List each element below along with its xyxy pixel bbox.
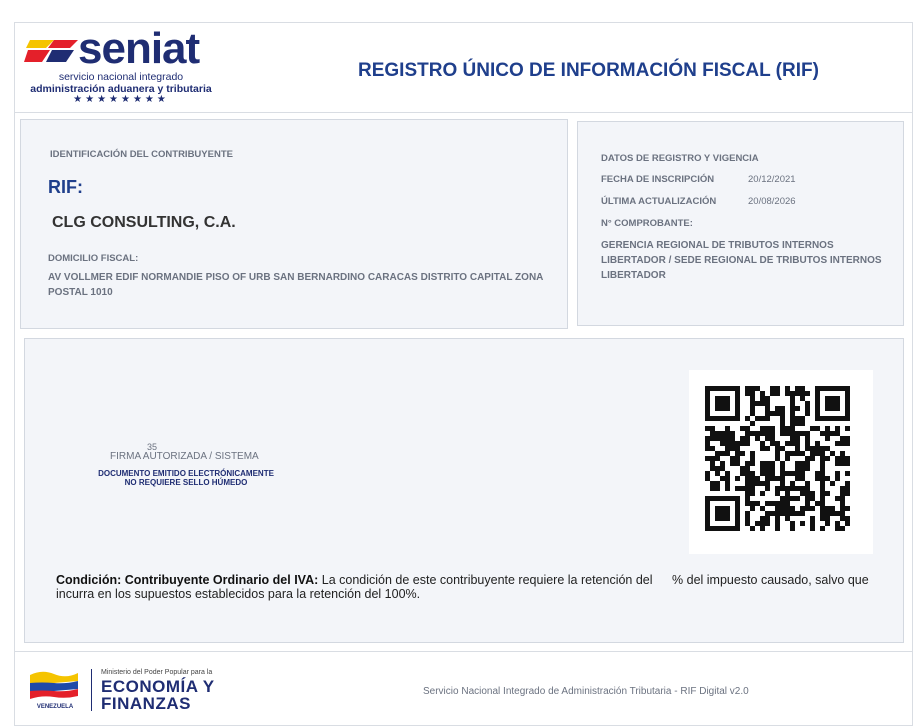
qr-code bbox=[689, 370, 873, 554]
electronic-document-note bbox=[94, 469, 278, 487]
update-date-label: ÚLTIMA ACTUALIZACIÓN bbox=[601, 196, 717, 207]
logo-subtitle-2: administración aduanera y tributaria bbox=[30, 83, 212, 95]
ministry-small-text: Ministerio del Poder Popular para la bbox=[101, 669, 213, 676]
signature-label: FIRMA AUTORIZADA / SISTEMA bbox=[110, 451, 259, 462]
update-date: 20/08/2026 bbox=[748, 196, 796, 207]
logo-wordmark: seniat bbox=[78, 24, 200, 73]
ministry-name-line-1: ECONOMÍA Y bbox=[101, 677, 215, 696]
condition-title: Condición: Contribuyente Ordinario del IVA: bbox=[56, 573, 319, 587]
condition-text-1: La condición de este contribuyente requiere la retención del bbox=[321, 573, 653, 587]
registration-section-label: DATOS DE REGISTRO Y VIGENCIA bbox=[601, 153, 759, 164]
seniat-logo bbox=[18, 24, 228, 108]
taxpayer-name: CLG CONSULTING, C.A. bbox=[52, 214, 236, 231]
footer-divider bbox=[14, 651, 913, 652]
ministry-divider bbox=[91, 669, 92, 711]
registration-panel bbox=[577, 121, 904, 326]
ministry-name-line-2: FINANZAS bbox=[101, 694, 191, 713]
taxpayer-panel bbox=[20, 119, 568, 329]
note-line-2: NO REQUIERE SELLO HÚMEDO bbox=[124, 478, 248, 487]
flag-caption: VENEZUELA bbox=[36, 704, 74, 710]
footer-system-text: Servicio Nacional Integrado de Administración Tributaria - RIF Digital v2.0 bbox=[423, 686, 749, 697]
document-header bbox=[14, 22, 913, 113]
qr-code-image bbox=[689, 370, 873, 554]
venezuela-flag-icon bbox=[30, 669, 78, 699]
note-line-1: DOCUMENTO EMITIDO ELECTRÓNICAMENTE bbox=[98, 469, 274, 478]
tax-condition bbox=[56, 573, 886, 601]
signature-number: 35 bbox=[147, 442, 158, 452]
receipt-number-label: N° COMPROBANTE: bbox=[601, 218, 693, 229]
document-title: REGISTRO ÚNICO DE INFORMACIÓN FISCAL (RIF) bbox=[358, 60, 819, 81]
fiscal-address: AV VOLLMER EDIF NORMANDIE PISO OF URB SAN BERNARDINO CARACAS DISTRITO CAPITAL ZONA POSTAL 1010 bbox=[48, 272, 544, 298]
tax-office: GERENCIA REGIONAL DE TRIBUTOS INTERNOS LIBERTADOR / SEDE REGIONAL DE TRIBUTOS INTERNOS LIBERTADOR bbox=[601, 240, 882, 281]
logo-subtitle-1: servicio nacional integrado bbox=[58, 71, 184, 83]
inscription-date: 20/12/2021 bbox=[748, 174, 796, 185]
logo-stars: ★★★★★★★★ bbox=[73, 94, 169, 105]
address-label: DOMICILIO FISCAL: bbox=[48, 253, 139, 264]
inscription-date-label: FECHA DE INSCRIPCIÓN bbox=[601, 174, 715, 185]
condition-text-2: % del impuesto causado, salvo que incurra en los supuestos establecidos para la retención del 100%. bbox=[56, 573, 869, 601]
rif-label: RIF: bbox=[48, 177, 83, 197]
seniat-logo-mark-icon bbox=[24, 38, 80, 64]
taxpayer-section-label: IDENTIFICACIÓN DEL CONTRIBUYENTE bbox=[50, 149, 233, 160]
